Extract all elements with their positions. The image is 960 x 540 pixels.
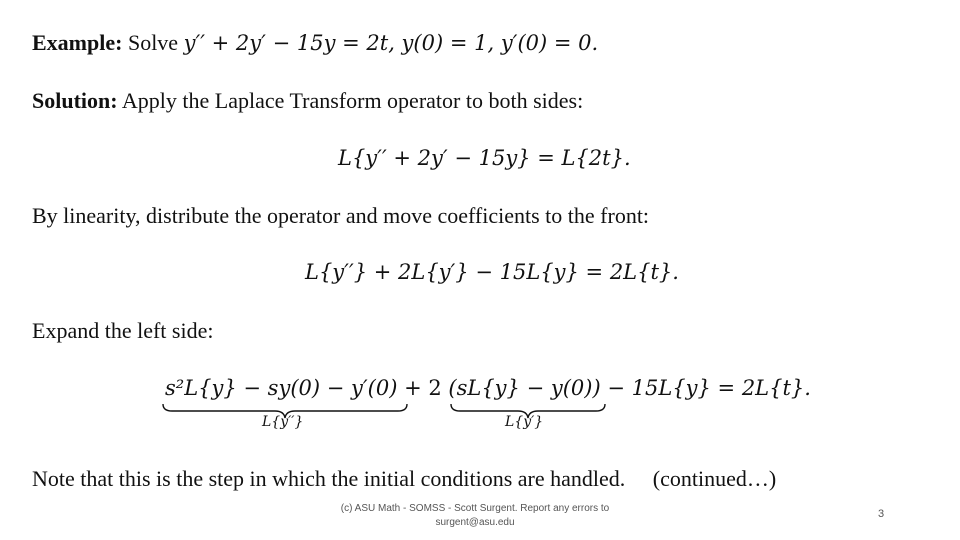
underbrace-1-label: L{y′′} [262, 414, 304, 430]
solution-text: Apply the Laplace Transform operator to both sides: [121, 88, 584, 113]
equation-3-part4: − 15L{y} = 2L{t}. [607, 376, 811, 400]
continued-text: (continued…) [652, 466, 777, 491]
note-line [32, 468, 776, 490]
footer [320, 502, 630, 529]
footer-line-1: (c) ASU Math - SOMSS - Scott Surgent. Report any errors to [340, 503, 610, 514]
example-text: Solve [127, 30, 179, 55]
equation-3-part2: + 2 [404, 376, 442, 400]
solution-label: Solution: [32, 88, 118, 113]
solution-line [32, 90, 583, 112]
equation-3 [165, 378, 811, 399]
equation-2: L{y′′} + 2L{y′} − 15L{y} = 2L{t}. [305, 260, 679, 284]
linearity-text: By linearity, distribute the operator and move coefficients to the front: [32, 203, 650, 228]
equation-1: L{y′′ + 2y′ − 15y} = L{2t}. [338, 146, 631, 170]
example-equation: y′′ + 2y′ − 15y = 2t, y(0) = 1, y′(0) = 0. [183, 31, 599, 55]
example-line [32, 32, 598, 54]
equation-3-part1: s²L{y} − sy(0) − y′(0) [165, 376, 398, 400]
example-label: Example: [32, 30, 123, 55]
footer-line-2: surgent@asu.edu [435, 516, 515, 528]
note-text: Note that this is the step in which the initial conditions are handled. [32, 466, 626, 491]
page-number: 3 [878, 508, 885, 520]
equation-3-part3: (sL{y} − y(0)) [448, 376, 601, 400]
expand-text: Expand the left side: [32, 318, 214, 343]
underbrace-2-label: L{y′} [505, 414, 544, 430]
